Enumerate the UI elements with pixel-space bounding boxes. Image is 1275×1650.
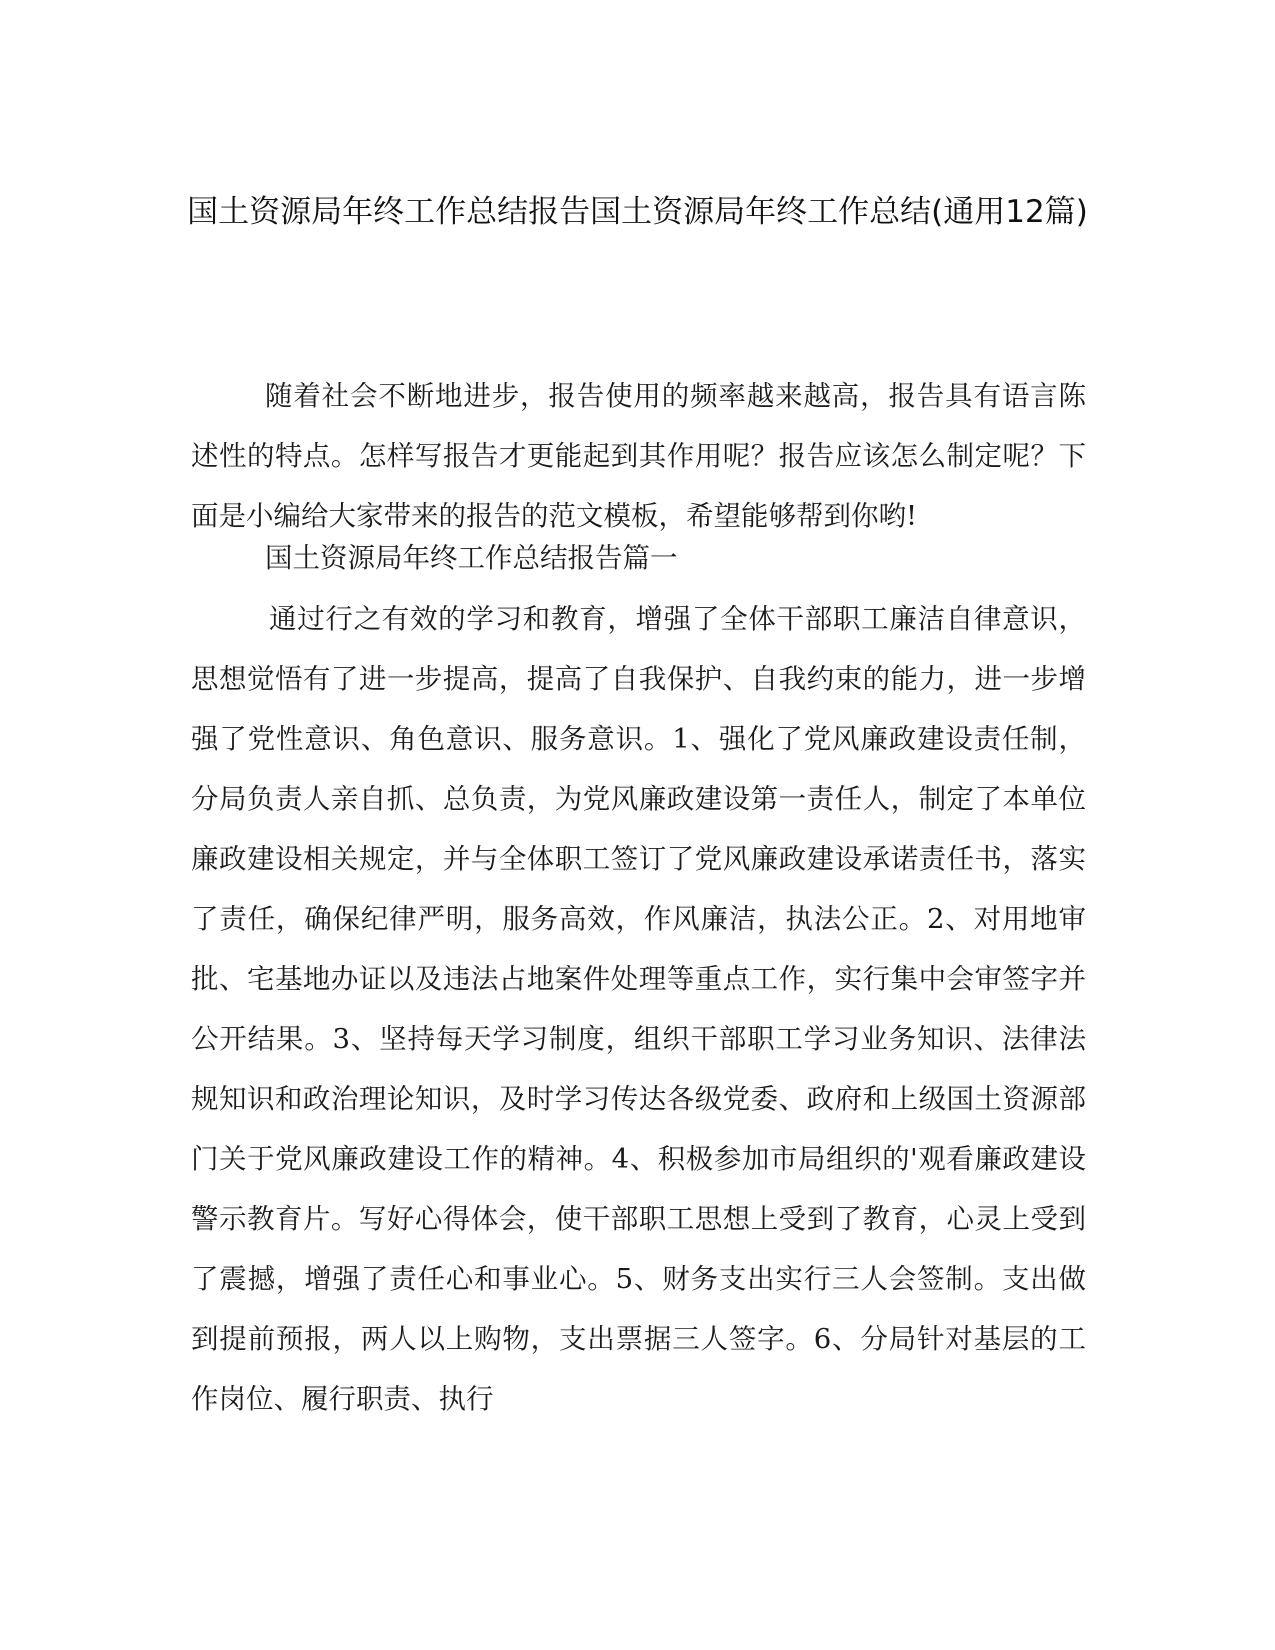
document-title: 国土资源局年终工作总结报告国土资源局年终工作总结(通用12篇) [187, 194, 1088, 230]
section-heading: 国土资源局年终工作总结报告篇一 [265, 542, 678, 574]
intro-paragraph: 随着社会不断地进步，报告使用的频率越来越高，报告具有语言陈述性的特点。怎样写报告才更能起到其作用呢？报告应该怎么制定呢？下面是小编给大家带来的报告的范文模板，希望能够帮到你哟! [191, 380, 1086, 532]
section-body-paragraph: 通过行之有效的学习和教育，增强了全体干部职工廉洁自律意识，思想觉悟有了进一步提高，提高了自我保护、自我约束的能力，进一步增强了党性意识、角色意识、服务意识。1、强化了党风廉政建设责任制，分局负责人亲自抓、总负责，为党风廉政建设第一责任人，制定了本单位廉政建设相关规定，并与全体职工签订了党风廉政建设承诺责任书，落实了责任，确保纪律严明，服务高效，作风廉洁，执法公正。2、对用地审批、宅基地办证以及违法占地案件处理等重点工作，实行集中会审签字并公开结果。3、坚持每天学习制度，组织干部职工学习业务知识、法律法规知识和政治理论知识，及时学习传达各级党委、政府和上级国土资源部门关于党风廉政建设工作的精神。4、积极参加市局组织的'观看廉政建设警示教育片。写好心得体会，使干部职工思想上受到了教育，心灵上受到了震撼，增强了责任心和事业心。5、财务支出实行三人会签制。支出做到提前预报，两人以上购物，支出票据三人签字。6、分局针对基层的工作岗位、履行职责、执行 [191, 603, 1086, 1415]
